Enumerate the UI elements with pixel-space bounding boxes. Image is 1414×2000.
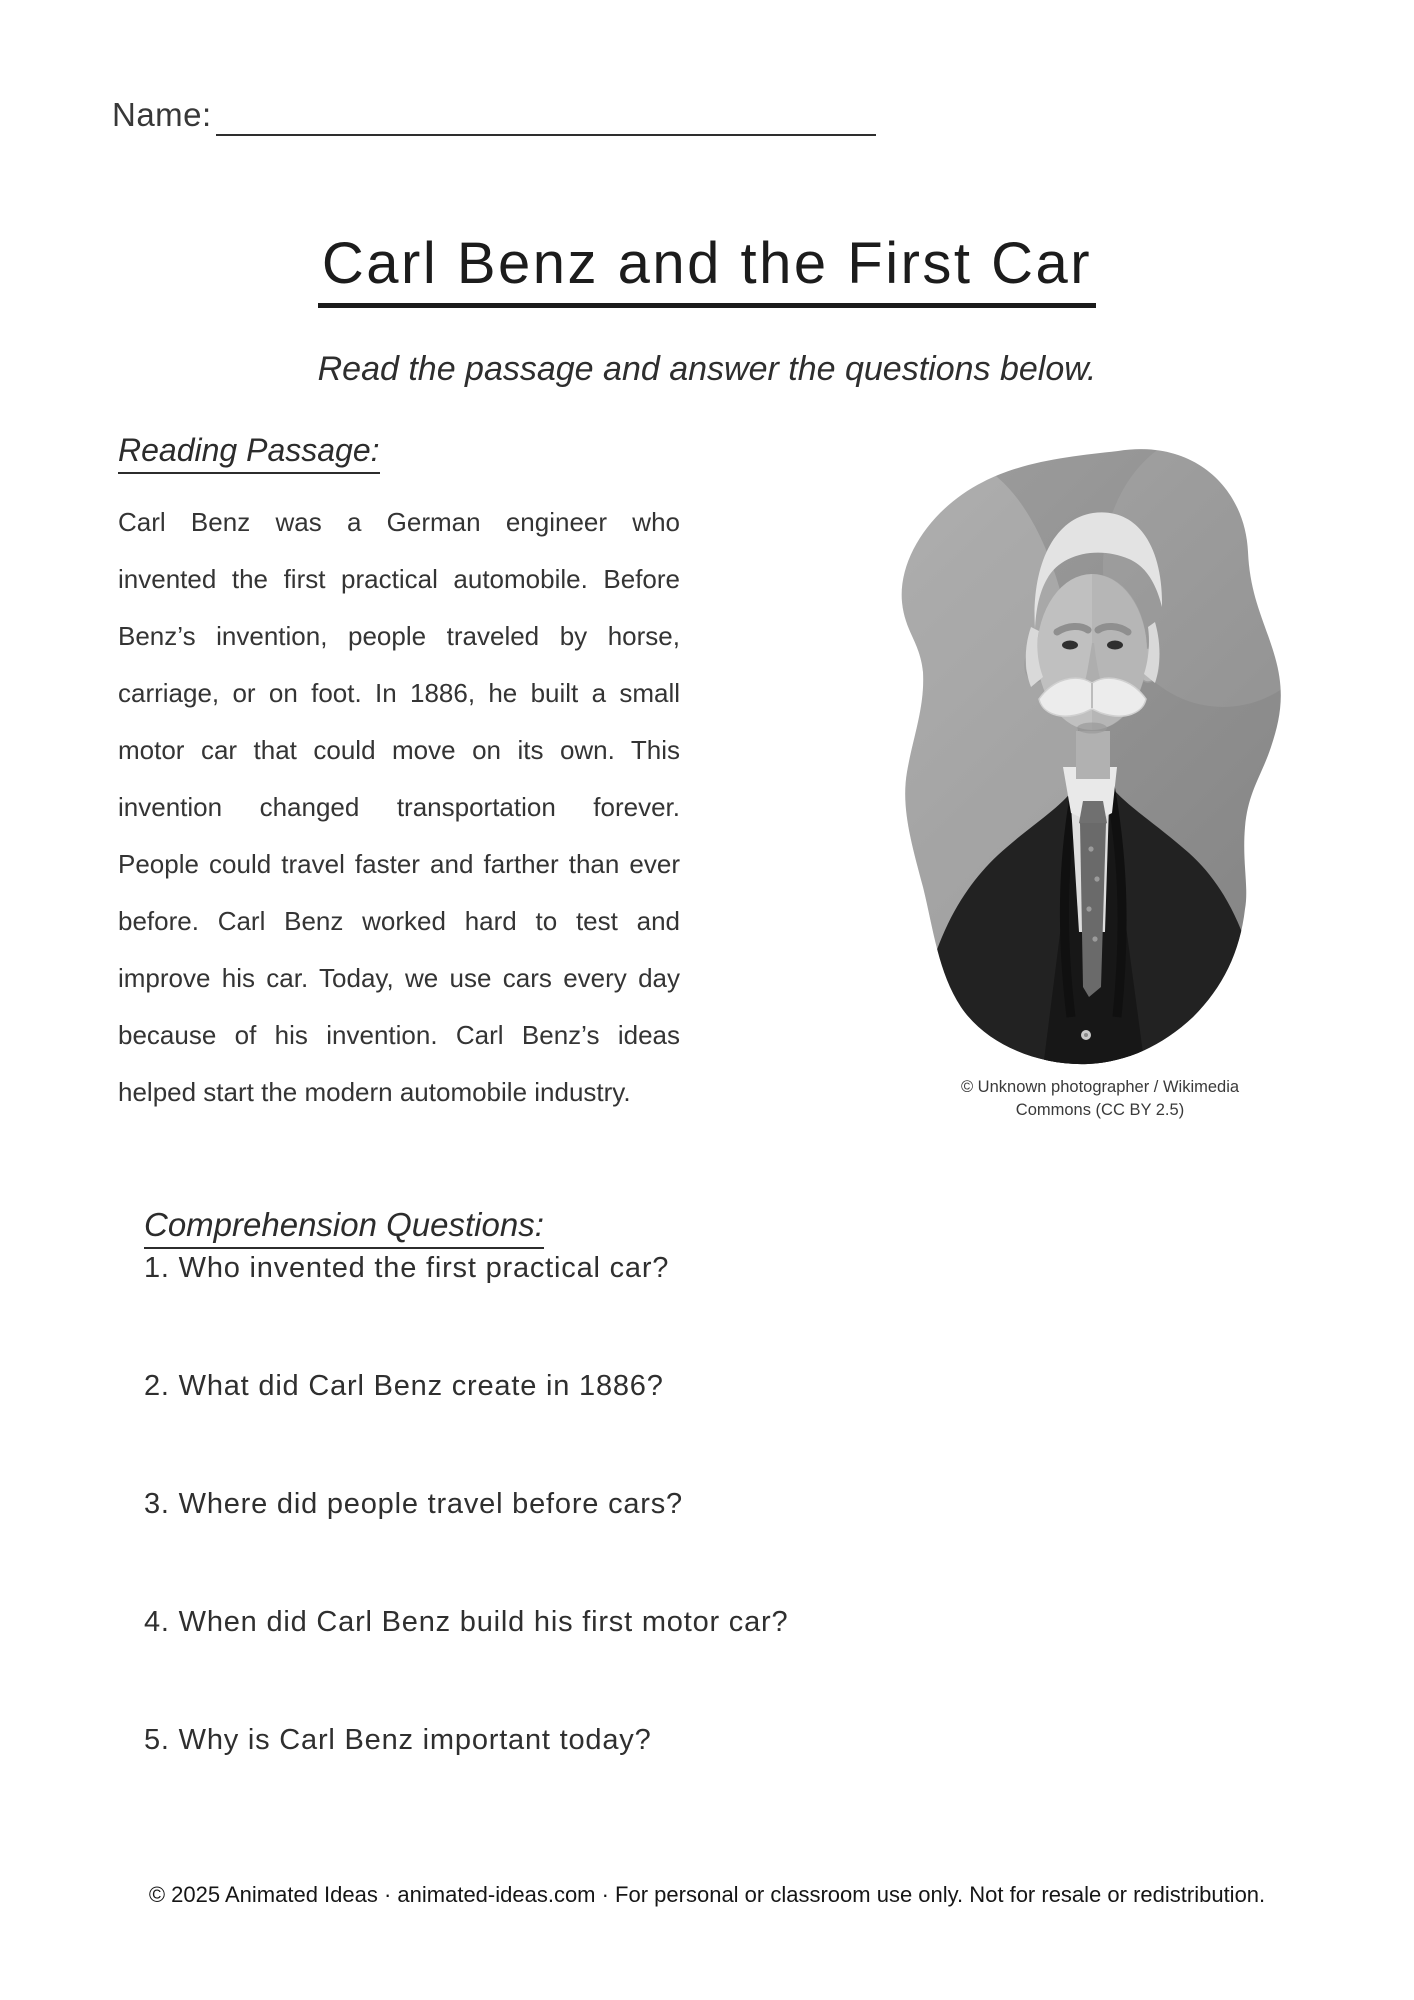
carl-benz-portrait-image [893, 447, 1287, 1068]
passage-line: invention changed transportation forever. [118, 792, 680, 822]
page-title: Carl Benz and the First Car [318, 230, 1096, 308]
passage-line: improve his car. Today, we use cars every day [118, 963, 680, 993]
question-item: 3. Where did people travel before cars? [144, 1488, 683, 1520]
question-item: 2. What did Carl Benz create in 1886? [144, 1370, 664, 1402]
photo-caption [905, 1076, 1295, 1122]
comprehension-questions-heading: Comprehension Questions: [144, 1206, 544, 1249]
passage-line: motor car that could move on its own. This [118, 735, 680, 765]
passage-line: because of his invention. Carl Benz’s ideas [118, 1020, 680, 1050]
carl-benz-photo [893, 447, 1287, 1073]
name-label: Name: [112, 96, 212, 133]
instructions-subtitle: Read the passage and answer the questions below. [317, 350, 1097, 388]
passage-line: Benz’s invention, people traveled by horse, [118, 621, 680, 651]
reading-passage-heading: Reading Passage: [118, 432, 380, 474]
passage-line: Carl Benz was a German engineer who [118, 507, 680, 537]
reading-passage-heading-row [118, 432, 380, 474]
passage-line: invented the first practical automobile. Before [118, 564, 680, 594]
questions-list [144, 1252, 1244, 1842]
reading-passage [118, 494, 680, 1121]
passage-line: People could travel faster and farther than ever [118, 849, 680, 879]
name-blank-line [216, 100, 876, 136]
title-row [0, 230, 1414, 308]
question-item: 4. When did Carl Benz build his first motor car? [144, 1606, 789, 1638]
photo-caption-line: Commons (CC BY 2.5) [1015, 1101, 1185, 1119]
passage-line: carriage, or on foot. In 1886, he built a small [118, 678, 680, 708]
questions-heading-row [144, 1206, 544, 1249]
footer-copyright: © 2025 Animated Ideas · animated-ideas.com · For personal or classroom use only. Not for resale or redistribution. [148, 1882, 1266, 1907]
question-item: 1. Who invented the first practical car? [144, 1252, 670, 1284]
passage-line: before. Carl Benz worked hard to test and [118, 906, 680, 936]
question-item: 5. Why is Carl Benz important today? [144, 1724, 652, 1756]
photo-caption-line: © Unknown photographer / Wikimedia [960, 1078, 1240, 1096]
passage-line: helped start the modern automobile industry. [118, 1077, 631, 1107]
